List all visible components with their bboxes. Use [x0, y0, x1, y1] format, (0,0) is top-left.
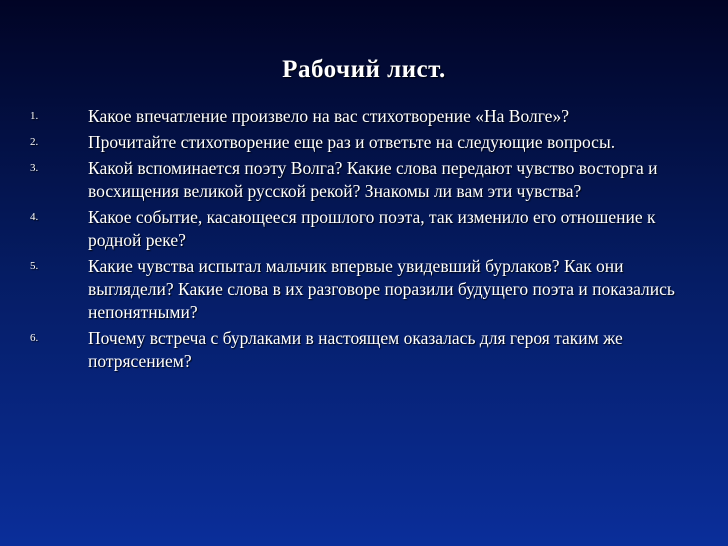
list-item-text: Почему встреча с бурлаками в настоящем оказалась для героя таким же потрясением?: [88, 328, 623, 371]
list-item: [30, 255, 690, 324]
list-item: [30, 131, 690, 154]
list-item-number: 1.: [30, 110, 39, 122]
list-item-text: Какое событие, касающееся прошлого поэта, так изменило его отношение к родной реке?: [88, 207, 656, 250]
list-item-text: Какой вспоминается поэту Волга? Какие слова передают чувство восторга и восхищения великой русской рекой? Знакомы ли вам эти чувства?: [88, 158, 658, 201]
list-item-number: 6.: [30, 332, 39, 344]
list-item-number: 3.: [30, 162, 39, 174]
list-item: [30, 206, 690, 252]
list-item-number: 5.: [30, 260, 39, 272]
list-item-text: Какое впечатление произвело на вас стихотворение «На Волге»?: [88, 106, 569, 126]
list-item: [30, 157, 690, 203]
slide-title: Рабочий лист.: [282, 56, 446, 83]
list-item: [30, 327, 690, 373]
list-item-number: 2.: [30, 136, 39, 148]
list-item-number: 4.: [30, 211, 39, 223]
list-item-text: Прочитайте стихотворение еще раз и ответьте на следующие вопросы.: [88, 132, 616, 152]
list-item-text: Какие чувства испытал мальчик впервые увидевший бурлаков? Как они выглядели? Какие слова в их разговоре поразили будущего поэта и показались непонятными?: [88, 256, 675, 322]
question-list: [30, 105, 690, 376]
list-item: [30, 105, 690, 128]
